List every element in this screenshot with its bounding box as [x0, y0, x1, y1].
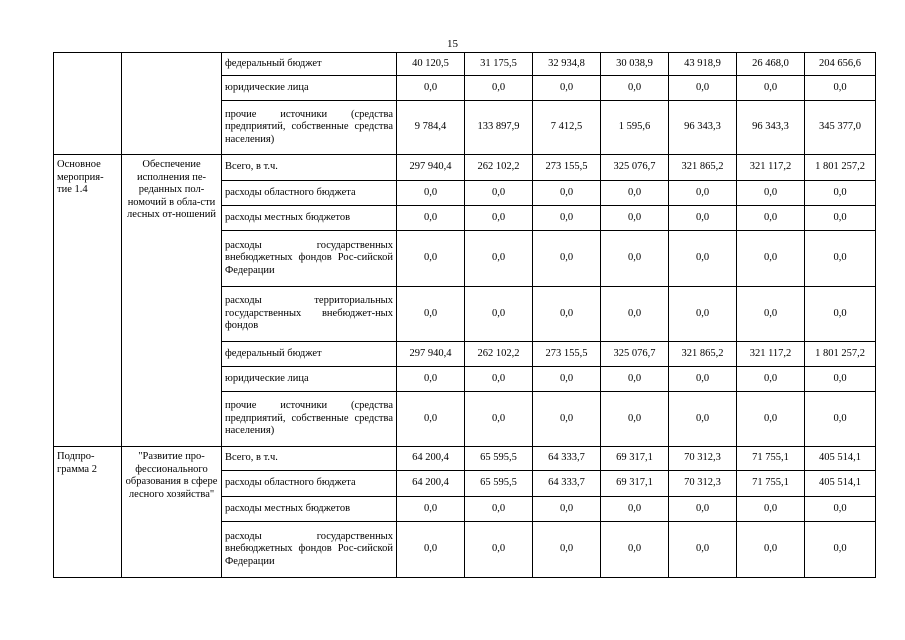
- value-cell: 0,0: [737, 522, 805, 578]
- value-cell: 0,0: [533, 497, 601, 522]
- value-cell: 32 934,8: [533, 53, 601, 76]
- value-cell: 0,0: [601, 287, 669, 342]
- value-cell: 0,0: [669, 231, 737, 287]
- value-cell: 0,0: [805, 181, 876, 206]
- value-cell: 0,0: [805, 206, 876, 231]
- value-cell: 70 312,3: [669, 471, 737, 497]
- value-cell: 0,0: [669, 497, 737, 522]
- value-cell: 133 897,9: [465, 101, 533, 155]
- value-cell: 70 312,3: [669, 447, 737, 471]
- value-cell: 0,0: [737, 287, 805, 342]
- budget-table: [53, 52, 876, 578]
- value-cell: 0,0: [601, 76, 669, 101]
- value-cell: 0,0: [533, 287, 601, 342]
- table-row: [54, 155, 876, 181]
- section-title-cell: Обеспечение исполнения пе-реданных пол-номочий в обла-сти лесных от-ношений: [122, 155, 222, 447]
- value-cell: 0,0: [397, 287, 465, 342]
- source-cell: Всего, в т.ч.: [222, 155, 397, 181]
- value-cell: 297 940,4: [397, 155, 465, 181]
- value-cell: 96 343,3: [737, 101, 805, 155]
- value-cell: 273 155,5: [533, 342, 601, 367]
- value-cell: 405 514,1: [805, 447, 876, 471]
- section-title-cell: "Развитие про-фессионального образования в сфере лесного хозяйства": [122, 447, 222, 578]
- value-cell: 0,0: [805, 497, 876, 522]
- value-cell: 0,0: [465, 392, 533, 447]
- value-cell: 0,0: [397, 522, 465, 578]
- source-cell: юридические лица: [222, 76, 397, 101]
- value-cell: 64 333,7: [533, 471, 601, 497]
- value-cell: 321 117,2: [737, 342, 805, 367]
- value-cell: 0,0: [465, 287, 533, 342]
- source-cell: расходы местных бюджетов: [222, 497, 397, 522]
- value-cell: 273 155,5: [533, 155, 601, 181]
- section-id-cell: [54, 53, 122, 155]
- value-cell: 0,0: [737, 367, 805, 392]
- table-row: [54, 53, 876, 76]
- value-cell: 7 412,5: [533, 101, 601, 155]
- value-cell: 0,0: [397, 206, 465, 231]
- source-cell: федеральный бюджет: [222, 53, 397, 76]
- value-cell: 0,0: [737, 206, 805, 231]
- source-cell: юридические лица: [222, 367, 397, 392]
- value-cell: 262 102,2: [465, 342, 533, 367]
- value-cell: 405 514,1: [805, 471, 876, 497]
- value-cell: 0,0: [737, 181, 805, 206]
- value-cell: 0,0: [805, 392, 876, 447]
- source-cell: расходы территориальных государственных внебюджет-ных фондов: [222, 287, 397, 342]
- value-cell: 0,0: [601, 392, 669, 447]
- value-cell: 0,0: [669, 522, 737, 578]
- value-cell: 69 317,1: [601, 471, 669, 497]
- value-cell: 1 801 257,2: [805, 342, 876, 367]
- value-cell: 0,0: [465, 522, 533, 578]
- value-cell: 69 317,1: [601, 447, 669, 471]
- value-cell: 0,0: [601, 522, 669, 578]
- source-cell: расходы областного бюджета: [222, 471, 397, 497]
- value-cell: 0,0: [737, 76, 805, 101]
- value-cell: 0,0: [601, 206, 669, 231]
- value-cell: 1 801 257,2: [805, 155, 876, 181]
- value-cell: 0,0: [533, 231, 601, 287]
- value-cell: 0,0: [805, 76, 876, 101]
- value-cell: 71 755,1: [737, 471, 805, 497]
- value-cell: 71 755,1: [737, 447, 805, 471]
- value-cell: 64 200,4: [397, 471, 465, 497]
- value-cell: 0,0: [465, 206, 533, 231]
- value-cell: 321 865,2: [669, 342, 737, 367]
- value-cell: 0,0: [737, 231, 805, 287]
- value-cell: 0,0: [397, 392, 465, 447]
- value-cell: 0,0: [397, 231, 465, 287]
- value-cell: 325 076,7: [601, 155, 669, 181]
- value-cell: 262 102,2: [465, 155, 533, 181]
- value-cell: 0,0: [397, 497, 465, 522]
- source-cell: расходы областного бюджета: [222, 181, 397, 206]
- value-cell: 0,0: [669, 287, 737, 342]
- value-cell: 64 200,4: [397, 447, 465, 471]
- section-id-cell: Подпро-грамма 2: [54, 447, 122, 578]
- value-cell: 0,0: [533, 206, 601, 231]
- value-cell: 0,0: [601, 231, 669, 287]
- value-cell: 0,0: [533, 181, 601, 206]
- value-cell: 43 918,9: [669, 53, 737, 76]
- table-row: [54, 447, 876, 471]
- value-cell: 321 117,2: [737, 155, 805, 181]
- value-cell: 96 343,3: [669, 101, 737, 155]
- value-cell: 26 468,0: [737, 53, 805, 76]
- section-title-cell: [122, 53, 222, 155]
- value-cell: 0,0: [669, 367, 737, 392]
- value-cell: 0,0: [397, 367, 465, 392]
- source-cell: Всего, в т.ч.: [222, 447, 397, 471]
- value-cell: 0,0: [465, 367, 533, 392]
- value-cell: 0,0: [805, 367, 876, 392]
- source-cell: прочие источники (средства предприятий, собственные средства населения): [222, 392, 397, 447]
- value-cell: 321 865,2: [669, 155, 737, 181]
- value-cell: 0,0: [669, 392, 737, 447]
- value-cell: 0,0: [805, 522, 876, 578]
- value-cell: 325 076,7: [601, 342, 669, 367]
- source-cell: расходы государственных внебюджетных фондов Рос-сийской Федерации: [222, 522, 397, 578]
- value-cell: 40 120,5: [397, 53, 465, 76]
- value-cell: 65 595,5: [465, 447, 533, 471]
- source-cell: прочие источники (средства предприятий, собственные средства населения): [222, 101, 397, 155]
- value-cell: 31 175,5: [465, 53, 533, 76]
- value-cell: 0,0: [601, 497, 669, 522]
- value-cell: 0,0: [397, 181, 465, 206]
- value-cell: 0,0: [601, 181, 669, 206]
- value-cell: 0,0: [805, 231, 876, 287]
- value-cell: 0,0: [533, 367, 601, 392]
- value-cell: 0,0: [669, 181, 737, 206]
- section-id-cell: Основное мероприя-тие 1.4: [54, 155, 122, 447]
- value-cell: 65 595,5: [465, 471, 533, 497]
- source-cell: расходы государственных внебюджетных фондов Рос-сийской Федерации: [222, 231, 397, 287]
- value-cell: 0,0: [465, 497, 533, 522]
- source-cell: федеральный бюджет: [222, 342, 397, 367]
- page-number: 15: [447, 38, 458, 50]
- value-cell: 0,0: [737, 392, 805, 447]
- value-cell: 1 595,6: [601, 101, 669, 155]
- value-cell: 64 333,7: [533, 447, 601, 471]
- value-cell: 0,0: [533, 522, 601, 578]
- value-cell: 0,0: [669, 76, 737, 101]
- value-cell: 0,0: [737, 497, 805, 522]
- value-cell: 0,0: [533, 392, 601, 447]
- value-cell: 0,0: [465, 181, 533, 206]
- value-cell: 345 377,0: [805, 101, 876, 155]
- value-cell: 0,0: [397, 76, 465, 101]
- value-cell: 0,0: [533, 76, 601, 101]
- value-cell: 0,0: [669, 206, 737, 231]
- value-cell: 0,0: [805, 287, 876, 342]
- source-cell: расходы местных бюджетов: [222, 206, 397, 231]
- value-cell: 0,0: [465, 231, 533, 287]
- value-cell: 0,0: [465, 76, 533, 101]
- value-cell: 204 656,6: [805, 53, 876, 76]
- value-cell: 30 038,9: [601, 53, 669, 76]
- value-cell: 9 784,4: [397, 101, 465, 155]
- value-cell: 0,0: [601, 367, 669, 392]
- value-cell: 297 940,4: [397, 342, 465, 367]
